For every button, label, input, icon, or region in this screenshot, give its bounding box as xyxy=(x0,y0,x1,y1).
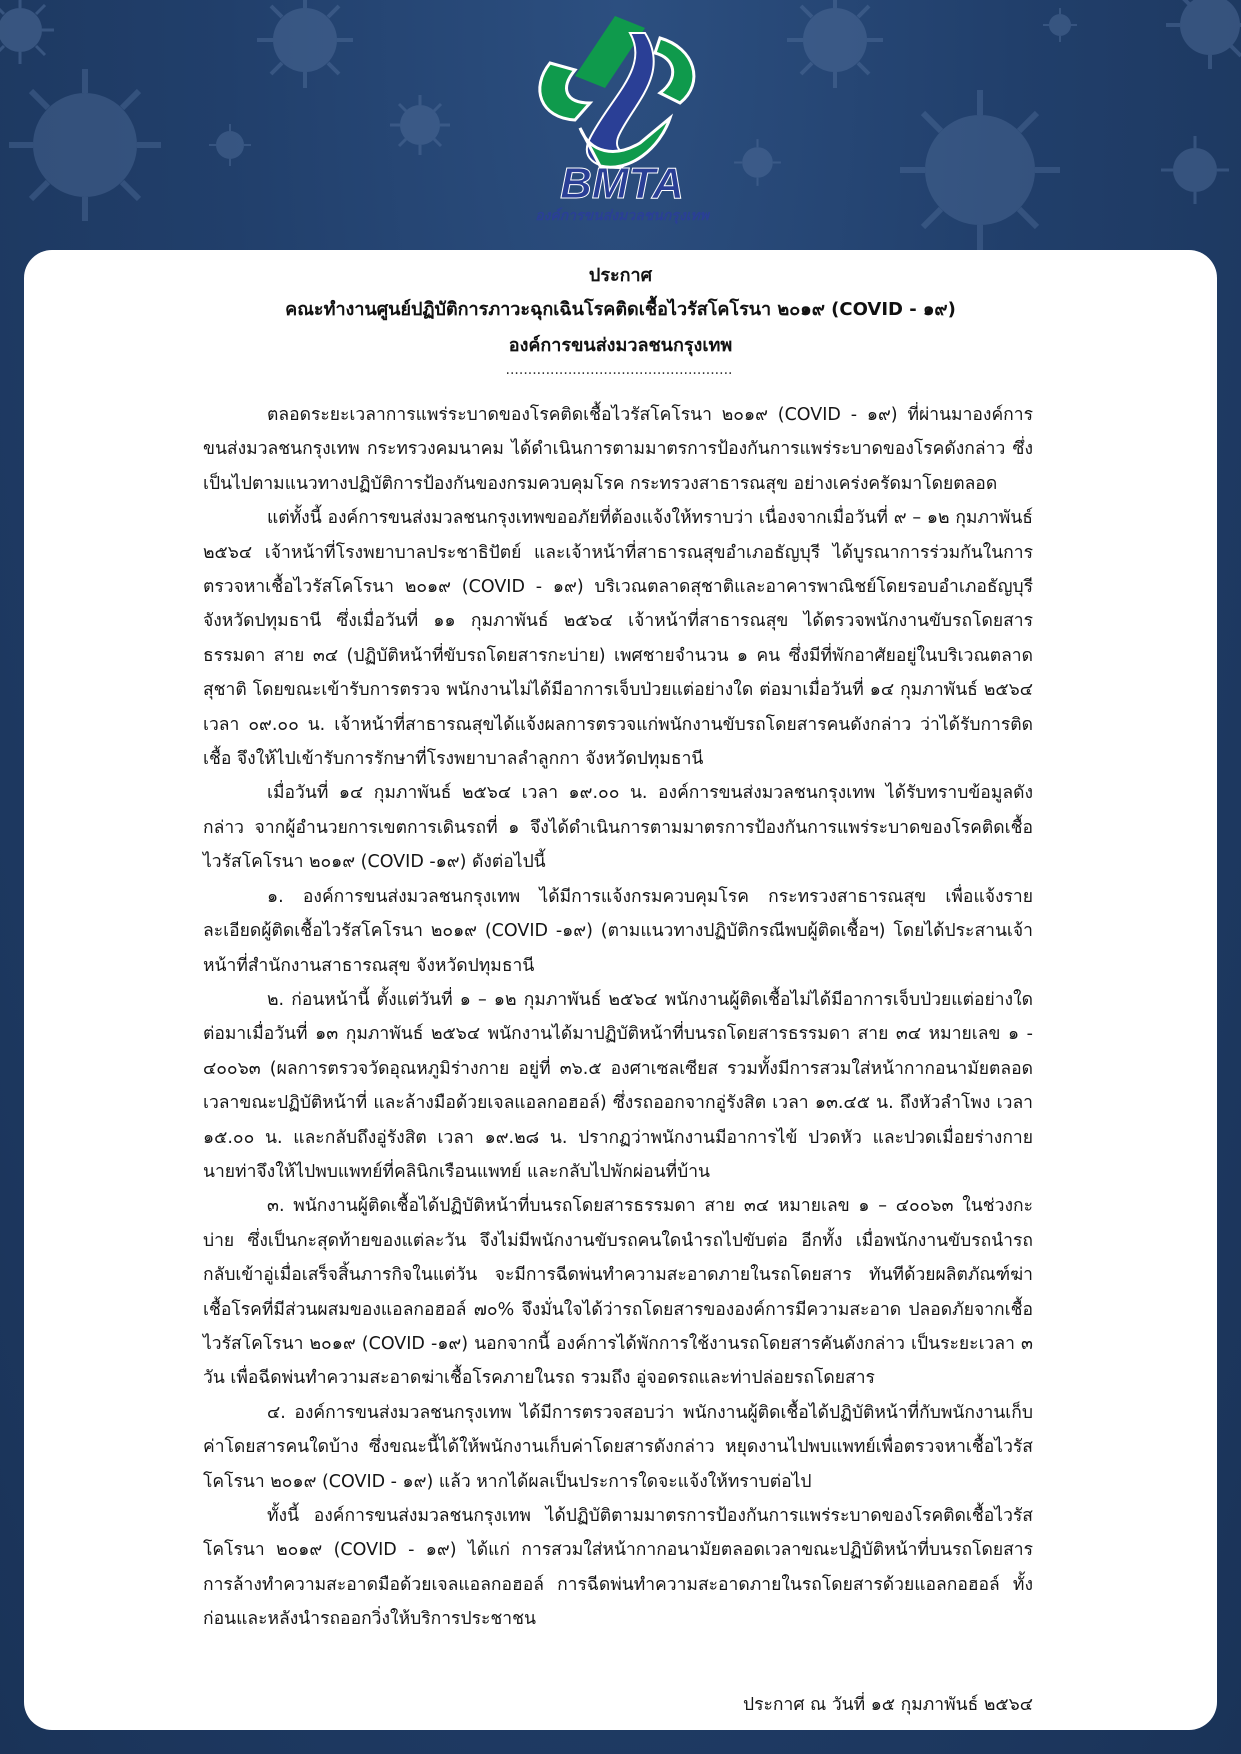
dotted-divider: ................................................... xyxy=(505,362,733,378)
committee-title: คณะทำงานศูนย์ปฏิบัติการภาวะฉุกเฉินโรคติดเชื้อไวรัสโคโรนา ๒๐๑๙ (COVID - ๑๙) xyxy=(285,299,956,320)
paragraph: เมื่อวันที่ ๑๔ กุมภาพันธ์ ๒๕๖๔ เวลา ๑๙.๐๐ น. องค์การขนส่งมวลชนกรุงเทพ ได้รับทราบข้อมูลดังกล่าว จากผู้อำนวยการเขตการเดินรถที่ ๑ จึงได้ดำเนินการตามมาตรการป้องกันการแพร่ระบาดของโรคติดเชื้อไวรัสโคโรนา ๒๐๑๙ (COVID -๑๙) ดังต่อไปนี้ xyxy=(203,783,1033,873)
paragraph: ๒. ก่อนหน้านี้ ตั้งแต่วันที่ ๑ – ๑๒ กุมภาพันธ์ ๒๕๖๔ พนักงานผู้ติดเชื้อไม่ได้มีอาการเจ็บป่วยแต่อย่างใด ต่อมาเมื่อวันที่ ๑๓ กุมภาพันธ์ ๒๕๖๔ พนักงานได้มาปฏิบัติหน้าที่บนรถโดยสารธรรมดา สาย ๓๔ หมายเลข ๑ - ๔๐๐๖๓ (ผลการตรวจวัดอุณหภูมิร่างกาย อยู่ที่ ๓๖.๕ องศาเซลเซียส รวมทั้งมีการสวมใส่หน้ากากอนามัยตลอดเวลาขณะปฏิบัติหน้าที่ และล้างมือด้วยเจลแอลกอฮอล์) ซึ่งรถออกจากอู่รังสิต เวลา ๑๓.๔๕ น. ถึงหัวลำโพง เวลา ๑๕.๐๐ น. และกลับถึงอู่รังสิต เวลา ๑๙.๒๘ น. ปรากฏว่าพนักงานมีอาการไข้ ปวดหัว และปวดเมื่อยร่างกาย นายท่าจึงให้ไปพบแพทย์ที่คลินิกเรือนแพทย์ และกลับไปพักผ่อนที่บ้าน xyxy=(203,989,1033,1182)
virus-icon xyxy=(0,60,170,230)
bmta-logo xyxy=(520,8,725,228)
organization-title: องค์การขนส่งมวลชนกรุงเทพ xyxy=(508,335,733,356)
virus-icon xyxy=(890,80,1070,260)
paragraph: ตลอดระยะเวลาการแพร่ระบาดของโรคติดเชื้อไวรัสโคโรนา ๒๐๑๙ (COVID - ๑๙) ที่ผ่านมาองค์การขนส่งมวลชนกรุงเทพ กระทรวงคมนาคม ได้ดำเนินการตามมาตรการป้องกันการแพร่ระบาดของโรคดังกล่าว ซึ่งเป็นไปตามแนวทางปฏิบัติการป้องกันของกรมควบคุมโรค กระทรวงสาธารณสุข อย่างเคร่งครัดมาโดยตลอด xyxy=(203,405,1033,494)
virus-icon xyxy=(1040,5,1080,45)
announcement-date: ประกาศ ณ วันที่ ๑๕ กุมภาพันธ์ ๒๕๖๔ xyxy=(743,1695,1033,1715)
virus-icon xyxy=(780,0,890,95)
announcement-card xyxy=(24,250,1217,1730)
logo-subtitle: องค์การขนส่งมวลชนกรุงเทพ xyxy=(535,208,709,224)
virus-icon xyxy=(1160,0,1241,75)
paragraph: ๔. องค์การขนส่งมวลชนกรุงเทพ ได้มีการตรวจสอบว่า พนักงานผู้ติดเชื้อได้ปฏิบัติหน้าที่กับพนักงานเก็บค่าโดยสารคนใดบ้าง ซึ่งขณะนี้ได้ให้พนักงานเก็บค่าโดยสารดังกล่าว หยุดงานไปพบแพทย์เพื่อตรวจหาเชื้อไวรัสโคโรนา ๒๐๑๙ (COVID - ๑๙) แล้ว หากได้ผลเป็นประการใดจะแจ้งให้ทราบต่อไป xyxy=(203,1402,1033,1492)
announcement-body xyxy=(203,398,1033,1637)
paragraph: ๓. พนักงานผู้ติดเชื้อได้ปฏิบัติหน้าที่บนรถโดยสารธรรมดา สาย ๓๔ หมายเลข ๑ – ๔๐๐๖๓ ในช่วงกะบ่าย ซึ่งเป็นกะสุดท้ายของแต่ละวัน จึงไม่มีพนักงานขับรถคนใดนำรถไปขับต่อ อีกทั้ง เมื่อพนักงานขับรถนำรถกลับเข้าอู่เมื่อเสร็จสิ้นภารกิจในแต่วัน จะมีการฉีดพ่นทำความสะอาดภายในรถโดยสาร ทันทีด้วยผลิตภัณฑ์ฆ่าเชื้อโรคที่มีส่วนผสมของแอลกอฮอล์ ๗๐% จึงมั่นใจได้ว่ารถโดยสารขององค์การมีความสะอาด ปลอดภัยจากเชื้อไวรัสโคโรนา ๒๐๑๙ (COVID -๑๙) นอกจากนี้ องค์การได้พักการใช้งานรถโดยสารคันดังกล่าว เป็นระยะเวลา ๓ วัน เพื่อฉีดพ่นทำความสะอาดฆ่าเชื้อโรคภายในรถ รวมถึง อู่จอดรถและท่าปล่อยรถโดยสาร xyxy=(203,1196,1033,1389)
paragraph: ๑. องค์การขนส่งมวลชนกรุงเทพ ได้มีการแจ้งกรมควบคุมโรค กระทรวงสาธารณสุข เพื่อแจ้งรายละเอียดผู้ติดเชื้อไวรัสโคโรนา ๒๐๑๙ (COVID -๑๙) (ตามแนวทางปฏิบัติกรณีพบผู้ติดเชื้อฯ) โดยได้ประสานเจ้าหน้าที่สำนักงานสาธารณสุข จังหวัดปทุมธานี xyxy=(203,886,1033,976)
virus-icon xyxy=(385,90,455,160)
paragraph: แต่ทั้งนี้ องค์การขนส่งมวลชนกรุงเทพขออภัยที่ต้องแจ้งให้ทราบว่า เนื่องจากเมื่อวันที่ ๙ – ๑๒ กุมภาพันธ์ ๒๕๖๔ เจ้าหน้าที่โรงพยาบาลประชาธิปัตย์ และเจ้าหน้าที่สาธารณสุขอำเภอธัญบุรี ได้บูรณาการร่วมกันในการตรวจหาเชื้อไวรัสโคโรนา ๒๐๑๙ (COVID - ๑๙) บริเวณตลาดสุชาติและอาคารพาณิชย์โดยรอบอำเภอธัญบุรี จังหวัดปทุมธานี ซึ่งเมื่อวันที่ ๑๑ กุมภาพันธ์ ๒๕๖๔ เจ้าหน้าที่สาธารณสุข ได้ตรวจพนักงานขับรถโดยสารธรรมดา สาย ๓๔ (ปฏิบัติหน้าที่ขับรถโดยสารกะบ่าย) เพศชายจำนวน ๑ คน ซึ่งมีที่พักอาศัยอยู่ในบริเวณตลาดสุชาติ โดยขณะเข้ารับการตรวจ พนักงานไม่ได้มีอาการเจ็บป่วยแต่อย่างใด ต่อมาเมื่อวันที่ ๑๔ กุมภาพันธ์ ๒๕๖๔ เวลา ๐๙.๐๐ น. เจ้าหน้าที่สาธารณสุขได้แจ้งผลการตรวจแก่พนักงานขับรถโดยสารคนดังกล่าว ว่าได้รับการติดเชื้อ จึงให้ไปเข้ารับการรักษาที่โรงพยาบาลลำลูกกา จังหวัดปทุมธานี xyxy=(203,508,1033,770)
virus-icon xyxy=(730,135,785,190)
logo-emblem xyxy=(540,16,694,168)
announcement-title: ประกาศ xyxy=(588,265,653,286)
paragraph: ทั้งนี้ องค์การขนส่งมวลชนกรุงเทพ ได้ปฏิบัติตามมาตรการป้องกันการแพร่ระบาดของโรคติดเชื้อไวรัสโคโรนา ๒๐๑๙ (COVID - ๑๙) ได้แก่ การสวมใส่หน้ากากอนามัยตลอดเวลาขณะปฏิบัติหน้าที่บนรถโดยสาร การล้างทำความสะอาดมือด้วยเจลแอลกอฮอล์ การฉีดพ่นทำความสะอาดภายในรถโดยสารด้วยแอลกอฮอล์ ทั้งก่อนและหลังนำรถออกวิ่งให้บริการประชาชน xyxy=(203,1506,1033,1630)
virus-icon xyxy=(250,0,360,95)
virus-icon xyxy=(1155,130,1235,210)
virus-icon xyxy=(205,120,255,170)
logo-wordmark: BMTA xyxy=(560,159,684,208)
